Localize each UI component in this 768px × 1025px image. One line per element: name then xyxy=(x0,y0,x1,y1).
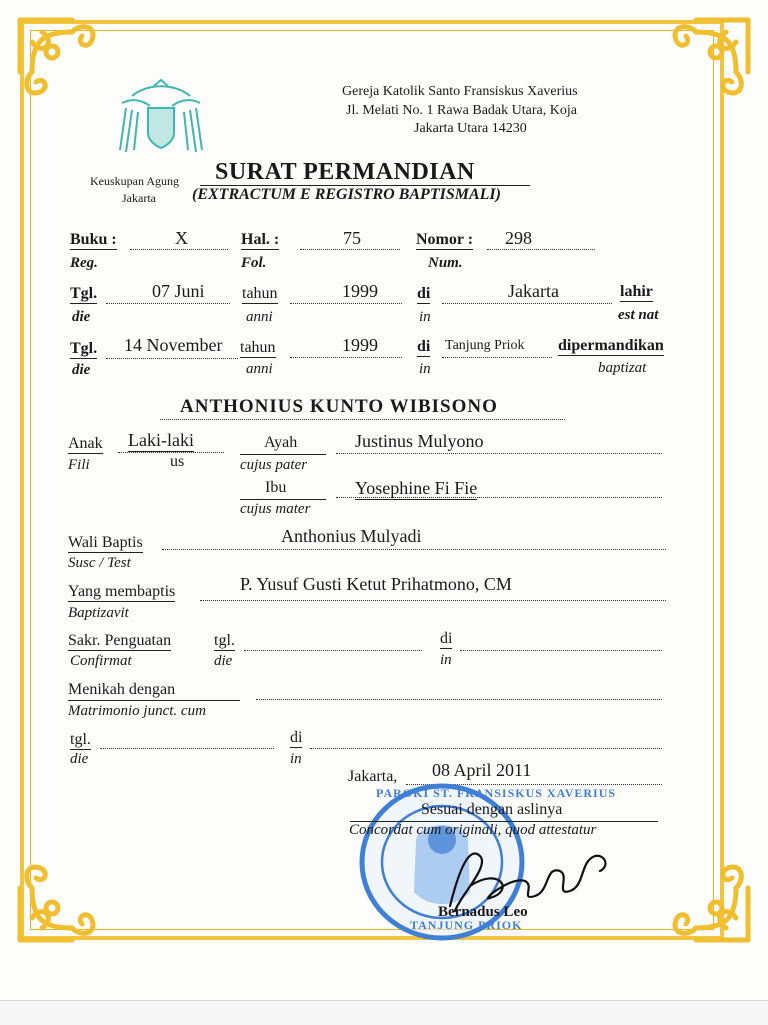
number-value: 298 xyxy=(505,228,532,248)
confirmation-place-latin: in xyxy=(440,652,452,668)
mother-label-line xyxy=(240,499,326,500)
baptism-date-latin: die xyxy=(72,362,91,378)
birth-year-label: tahun xyxy=(242,285,278,302)
church-city: Jakarta Utara 14230 xyxy=(414,121,527,136)
baptism-date-dots xyxy=(106,358,238,359)
confirmation-place-label: di xyxy=(440,630,453,647)
father-latin: cujus pater xyxy=(240,457,308,473)
confirmation-date-dots xyxy=(244,650,422,651)
ornament-corner-icon xyxy=(646,838,756,948)
issue-place: Jakarta, xyxy=(348,768,398,785)
confirmation-place-dots xyxy=(460,650,662,651)
page-value: 75 xyxy=(343,228,361,248)
godparent-dots xyxy=(162,549,666,550)
mother-value: Yosephine Fi Fie xyxy=(355,478,478,498)
minister-label: Yang membaptis xyxy=(68,583,176,600)
birth-place-latin: in xyxy=(419,309,431,325)
book-label: Buku : xyxy=(70,231,117,248)
baptism-date-value: 14 November xyxy=(124,335,223,355)
stamp-text-top: PAROKI ST. FRANSISKUS XAVERIUS xyxy=(376,786,617,800)
baptism-place-latin: in xyxy=(419,361,431,377)
ornament-corner-icon xyxy=(12,838,122,948)
birth-date-dots xyxy=(106,303,230,304)
church-name: Gereja Katolik Santo Fransiskus Xaverius xyxy=(342,84,578,99)
marriage-place-dots xyxy=(310,748,662,749)
baptism-year-label: tahun xyxy=(240,339,276,356)
father-label-line xyxy=(240,454,326,455)
birth-place-value: Jakarta xyxy=(508,281,559,301)
number-label: Nomor : xyxy=(416,231,474,248)
book-dots xyxy=(130,249,228,250)
birth-place-label: di xyxy=(417,285,431,302)
father-dots xyxy=(336,453,662,454)
certify-text: Sesuai dengan aslinya xyxy=(421,801,563,818)
document-subtitle: (EXTRACTUM E REGISTRO BAPTISMALI) xyxy=(192,186,501,203)
page-latin: Fol. xyxy=(241,255,267,271)
marriage-label-line xyxy=(68,700,240,701)
name-dots xyxy=(160,419,565,420)
birth-verb: lahir xyxy=(620,283,653,300)
baptism-place-label: di xyxy=(417,338,431,355)
father-label: Ayah xyxy=(264,434,298,451)
birth-verb-latin: est nat xyxy=(618,307,659,323)
marriage-dots xyxy=(256,699,662,700)
child-latin: Fili xyxy=(68,457,90,473)
mother-latin: cujus mater xyxy=(240,501,311,517)
birth-year-value: 1999 xyxy=(342,281,378,301)
godparent-label: Wali Baptis xyxy=(68,534,143,551)
certify-latin: Concordat cum originali, quod attestatur xyxy=(349,822,597,838)
birth-year-dots xyxy=(290,303,402,304)
page-dots xyxy=(300,249,400,250)
minister-dots xyxy=(200,600,666,601)
child-label: Anak xyxy=(68,435,103,452)
baptism-place-dots xyxy=(442,357,552,358)
birth-date-latin: die xyxy=(72,309,91,325)
baptism-place-value: Tanjung Priok xyxy=(445,338,525,353)
birth-date-value: 07 Juni xyxy=(152,281,205,301)
marriage-date-dots xyxy=(100,748,274,749)
confirmation-latin: Confirmat xyxy=(70,653,132,669)
marriage-place-latin: in xyxy=(290,751,302,767)
number-latin: Num. xyxy=(428,255,463,271)
godparent-latin: Susc / Test xyxy=(68,555,131,571)
baptism-date-label: Tgl. xyxy=(70,340,98,357)
child-value-suffix: us xyxy=(170,453,185,470)
church-address: Jl. Melati No. 1 Rawa Badak Utara, Koja xyxy=(346,103,577,118)
page-label: Hal. : xyxy=(241,231,280,248)
baptized-person-name: ANTHONIUS KUNTO WIBISONO xyxy=(180,396,498,417)
book-latin: Reg. xyxy=(70,255,98,271)
page-edge xyxy=(0,1000,768,1025)
baptism-year-latin: anni xyxy=(246,361,273,377)
baptism-year-value: 1999 xyxy=(342,335,378,355)
birth-year-latin: anni xyxy=(246,309,273,325)
diocese-line1: Keuskupan Agung xyxy=(90,174,179,188)
child-value: Laki-laki xyxy=(128,430,194,450)
book-value: X xyxy=(175,228,188,248)
diocese-line2: Jakarta xyxy=(122,191,156,205)
stamp-text-bottom: TANJUNG PRIOK xyxy=(410,918,523,932)
marriage-date-label: tgl. xyxy=(70,731,91,748)
mother-label: Ibu xyxy=(265,479,287,496)
confirmation-date-latin: die xyxy=(214,653,233,669)
baptism-verb: dipermandikan xyxy=(558,337,664,354)
ornament-corner-icon xyxy=(12,12,122,122)
minister-value: P. Yusuf Gusti Ketut Prihatmono, CM xyxy=(240,574,512,594)
confirmation-label: Sakr. Penguatan xyxy=(68,632,172,649)
father-value: Justinus Mulyono xyxy=(355,431,484,451)
confirmation-date-label: tgl. xyxy=(214,632,235,649)
marriage-label: Menikah dengan xyxy=(68,681,176,698)
document-title: SURAT PERMANDIAN xyxy=(215,159,475,185)
marriage-latin: Matrimonio junct. cum xyxy=(68,703,206,719)
ornament-corner-icon xyxy=(646,12,756,122)
signer-name: Bernadus Leo xyxy=(438,904,528,920)
marriage-place-label: di xyxy=(290,729,303,746)
issue-date: 08 April 2011 xyxy=(432,760,532,780)
godparent-value: Anthonius Mulyadi xyxy=(281,526,422,546)
bishop-coat-of-arms-icon xyxy=(112,78,210,160)
minister-latin: Baptizavit xyxy=(68,605,129,621)
baptism-verb-latin: baptizat xyxy=(598,360,647,376)
baptism-year-dots xyxy=(290,357,402,358)
number-dots xyxy=(487,249,595,250)
birth-place-dots xyxy=(442,303,612,304)
birth-date-label: Tgl. xyxy=(70,285,98,302)
marriage-date-latin: die xyxy=(70,751,89,767)
